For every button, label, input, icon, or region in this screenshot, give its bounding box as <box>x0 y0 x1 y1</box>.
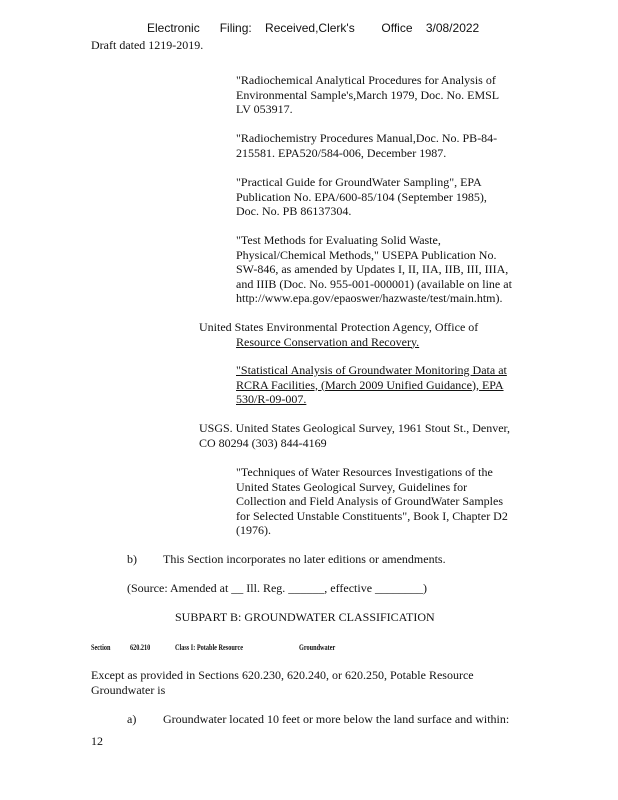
ref-line: United States Geological Survey, Guidelines for <box>236 479 468 494</box>
body-line: Except as provided in Sections 620.230, 620.240, or 620.250, Potable Resource <box>91 668 474 682</box>
ref-line: Collection and Field Analysis of GroundWater Samples <box>236 494 503 508</box>
ref-line: "Radiochemical Analytical Procedures for Analysis of <box>236 73 496 87</box>
item-b-text: This Section incorporates no later editions or amendments. <box>163 552 446 566</box>
source-note: (Source: Amended at __ Ill. Reg. ______, effective ________) <box>127 581 428 595</box>
reference-test-methods-sw846 <box>236 233 512 306</box>
subpart-title: SUBPART B: GROUNDWATER CLASSIFICATION <box>175 610 435 624</box>
ref-line: "Techniques of Water Resources Investigations of the <box>236 465 493 479</box>
ref-line: 215581. EPA520/584-006, December 1987. <box>236 145 447 160</box>
agency-line: United States Environmental Protection Agency, Office of <box>199 320 479 334</box>
reference-water-resources-techniques <box>236 465 508 538</box>
draft-date: Draft dated 1219-2019. <box>91 38 204 52</box>
ref-line: "Radiochemistry Procedures Manual,Doc. No. PB-84- <box>236 131 498 145</box>
ref-line: "Practical Guide for GroundWater Sampling", EPA <box>236 175 482 189</box>
agency-line: USGS. United States Geological Survey, 1961 Stout St., Denver, <box>199 421 511 435</box>
body-line: Groundwater is <box>91 682 166 697</box>
ref-line: "Test Methods for Evaluating Solid Waste, <box>236 233 441 247</box>
page-number: 12 <box>91 734 103 748</box>
ref-line: Doc. No. PB 86137304. <box>236 204 352 218</box>
reference-groundwater-sampling <box>236 175 487 219</box>
item-a-text: Groundwater located 10 feet or more below the land surface and within: <box>163 712 510 726</box>
ref-line: http://www.epa.gov/epaoswer/hazwaste/test/main.htm). <box>236 291 503 305</box>
item-b-label: b) <box>127 552 137 566</box>
reference-statistical-analysis <box>236 363 507 407</box>
ref-line: (1976). <box>236 523 271 537</box>
ref-line: and IIIB (Doc. No. 955-001-000001) (available on line at <box>236 276 512 291</box>
ref-line: SW-846, as amended by Updates I, II, IIA, IIB, III, IIIA, <box>236 262 509 276</box>
ref-line: Publication No. EPA/600-85/104 (September 1985), <box>236 189 487 204</box>
reference-radiochemical-analytical <box>236 73 499 117</box>
ref-line: "Statistical Analysis of Groundwater Monitoring Data at <box>236 363 507 377</box>
filing-stamp: Electronic Filing: Received,Clerk's Office 3/08/2022 <box>147 21 480 35</box>
ref-line: LV 053917. <box>236 102 293 116</box>
ref-line: for Selected Unstable Constituents", Book I, Chapter D2 <box>236 508 508 523</box>
agency-line: CO 80294 (303) 844-4169 <box>199 435 327 450</box>
ref-line: Environmental Sample's,March 1979, Doc. No. EMSL <box>236 87 500 102</box>
ref-line: 530/R-09-007. <box>236 392 307 406</box>
item-a-label: a) <box>127 712 137 726</box>
section-body <box>91 668 474 697</box>
agency-office: Resource Conservation and Recovery. <box>236 334 420 349</box>
reference-radiochemistry-manual <box>236 131 497 160</box>
agency-usgs <box>199 421 510 450</box>
agency-line <box>199 335 478 350</box>
agency-usepa <box>199 320 478 349</box>
section-title-suffix: Groundwater <box>299 643 336 652</box>
ref-line: RCRA Facilities, (March 2009 Unified Guidance), EPA <box>236 377 504 392</box>
section-label: Section <box>91 643 111 652</box>
section-number: 620.210 <box>130 643 151 652</box>
ref-line: Physical/Chemical Methods," USEPA Publication No. <box>236 247 497 262</box>
section-title: Class I: Potable Resource <box>175 643 244 652</box>
